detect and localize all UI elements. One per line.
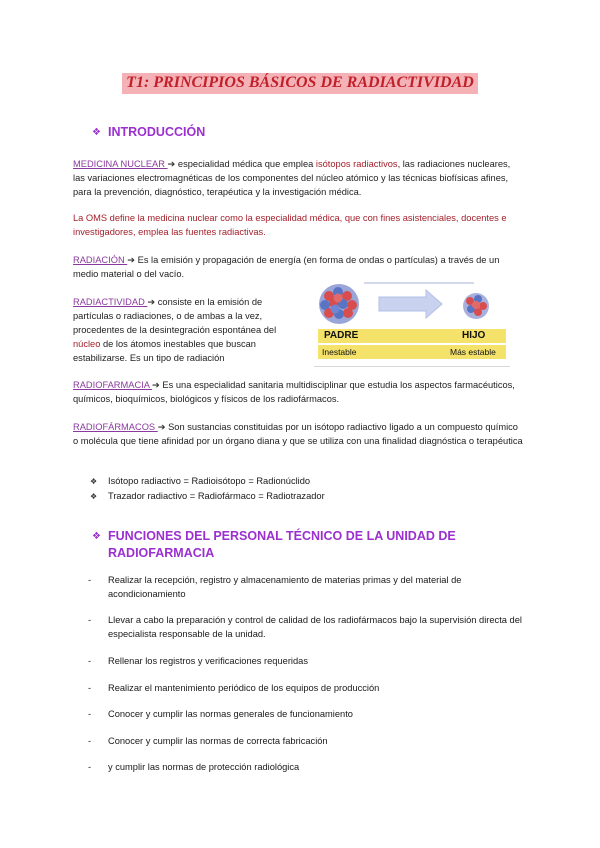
dash-marker: -: [88, 736, 92, 746]
text: consiste en la emisión de partículas o radiaciones, o de ambas a la vez, procedentes de la desintegración espontánea del: [73, 297, 277, 335]
list-item-text: Trazador radiactivo = Radiofármaco = Radiotrazador: [108, 491, 325, 501]
dash-marker: -: [88, 683, 92, 693]
list-item-text: Isótopo radiactivo = Radioisótopo = Radionúclido: [108, 476, 311, 486]
text: Son sustancias constituidas por un isótopo radiactivo ligado a un compuesto químico o molécula que tiene afinidad por un órgano diana y que se utiliza con una finalidad diagnóstica o terapéutica: [73, 422, 523, 446]
nucleus-illustration: [314, 280, 510, 328]
paragraph-radiactividad: [73, 295, 301, 365]
diamond-bullet-icon: ❖: [92, 531, 101, 542]
list-item: [90, 489, 325, 504]
list-item-text: Rellenar los registros y verificaciones requeridas: [108, 656, 308, 666]
text: de los átomos inestables que buscan estabilizarse. Es un tipo de radiación: [73, 339, 256, 363]
dash-marker: -: [88, 709, 92, 719]
list-item: [88, 734, 528, 748]
list-item-text: Realizar la recepción, registro y almacenamiento de materias primas y del material de acondicionamiento: [108, 575, 462, 599]
dash-marker: -: [88, 762, 92, 772]
list-item-text: Llevar a cabo la preparación y control de calidad de los radiofármacos bajo la supervisión directa del especialista responsable de la unidad.: [108, 615, 522, 639]
text: Es la emisión y propagación de energía (en forma de ondas o partículas) a través de un medio material o del vacío.: [73, 255, 500, 279]
equivalence-list: [90, 474, 325, 504]
list-item-text: Conocer y cumplir las normas generales de funcionamiento: [108, 709, 353, 719]
highlight-nucleo: núcleo: [73, 339, 101, 349]
text: , las radiaciones nucleares, las variaciones electromagnéticas de los componentes del núcleo atómico y las técnicas biofísicas afines, para la prevención, diagnóstico, terapéutica y la investigación médica.: [73, 159, 511, 197]
divider: [314, 366, 510, 367]
list-item-text: Realizar el mantenimiento periódico de los equipos de producción: [108, 683, 380, 693]
heading-text: INTRODUCCIÓN: [108, 125, 206, 139]
parent-nucleus-icon: [319, 284, 359, 324]
child-label: HIJO: [462, 330, 486, 341]
dash-marker: -: [88, 656, 92, 666]
diamond-bullet-icon: ❖: [90, 492, 98, 501]
term-radiactividad: RADIACTIVIDAD: [73, 297, 148, 307]
arrow-icon: ➔: [157, 422, 166, 432]
heading-text: FUNCIONES DEL PERSONAL TÉCNICO DE LA UNIDAD DE: [108, 529, 456, 543]
page-title: T1: PRINCIPIOS BÁSICOS DE RADIACTIVIDAD: [122, 73, 478, 94]
list-item: [88, 573, 528, 601]
list-item-text: y cumplir las normas de protección radiológica: [108, 762, 300, 772]
arrow-icon: ➔: [167, 159, 176, 169]
child-nucleus-icon: [463, 293, 489, 319]
decay-diagram: [314, 280, 510, 370]
paragraph-medicina-nuclear: [73, 157, 523, 199]
parent-state: Inestable: [322, 347, 357, 357]
paragraph-radiacion: [73, 253, 523, 281]
parent-label: PADRE: [324, 330, 359, 341]
diamond-bullet-icon: ❖: [92, 127, 101, 138]
text: Es una especialidad sanitaria multidisciplinar que estudia los aspectos farmacéuticos, químicos, bioquímicos, biológicos y físicos de los radiofármacos.: [73, 380, 515, 404]
dash-marker: -: [88, 575, 92, 585]
arrow-icon: ➔: [152, 380, 160, 390]
paragraph-radiofarmacia: [73, 378, 523, 406]
paragraph-oms: La OMS define la medicina nuclear como la especialidad médica, que con fines asistenciales, docentes e investigadores, emplea las fuentes radiactivas.: [73, 213, 507, 237]
list-item-text: Conocer y cumplir las normas de correcta fabricación: [108, 736, 328, 746]
title-wrap: [0, 73, 600, 94]
section-heading-introduccion: [92, 124, 205, 141]
heading-text: RADIOFARMACIA: [108, 546, 215, 560]
text: especialidad médica que emplea: [175, 159, 316, 169]
list-item: [88, 681, 528, 695]
list-item: [88, 760, 528, 774]
arrow-icon: ➔: [127, 255, 136, 265]
dash-marker: -: [88, 615, 92, 625]
term-radiofarmacia: RADIOFARMACIA: [73, 380, 153, 390]
arrow-right-icon: [379, 290, 442, 318]
diamond-bullet-icon: ❖: [90, 477, 98, 486]
term-medicina-nuclear: MEDICINA NUCLEAR: [73, 159, 168, 169]
list-item: [90, 474, 325, 489]
term-radiacion: RADIACIÓN: [73, 255, 128, 265]
list-item: [88, 613, 528, 641]
child-state: Más estable: [450, 347, 496, 357]
paragraph-radiofarmacos: [73, 420, 523, 448]
list-item: [88, 654, 528, 668]
section-heading-funciones: [92, 528, 512, 561]
arrow-icon: ➔: [147, 297, 156, 307]
list-item: [88, 707, 528, 721]
highlight-isotopos: isótopos radiactivos: [315, 159, 398, 169]
term-radiofarmacos: RADIOFÁRMACOS: [73, 422, 158, 432]
